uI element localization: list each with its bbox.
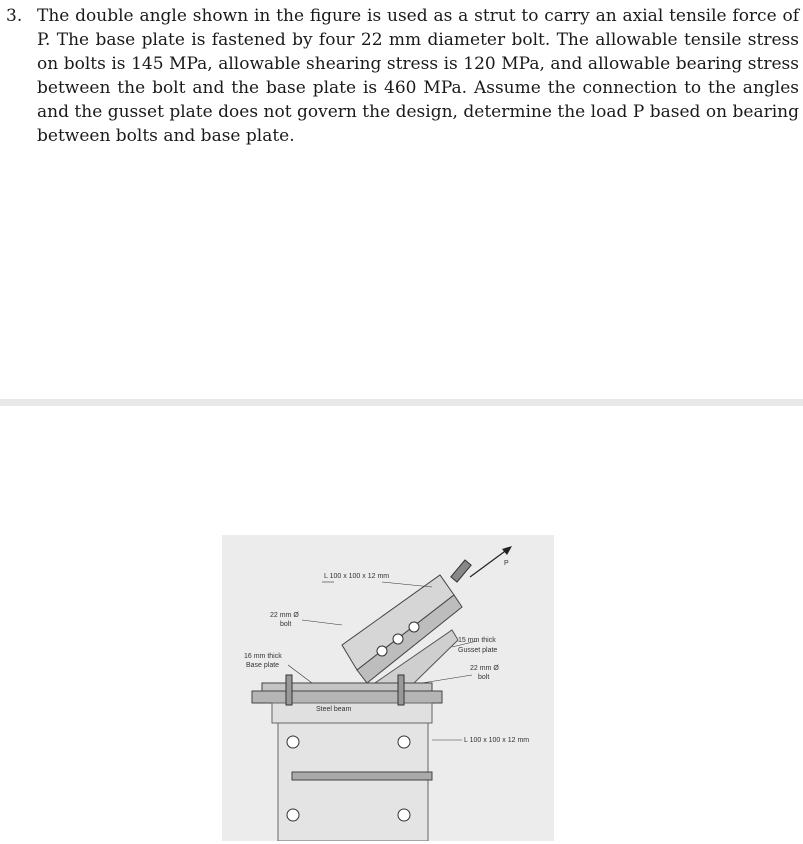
label-base-plate-2: Base plate bbox=[246, 662, 280, 669]
end-nut bbox=[451, 560, 471, 582]
plan-angle bbox=[292, 772, 432, 780]
label-base-plate-1: 16 mm thick bbox=[244, 653, 282, 660]
steel-beam-flange bbox=[252, 691, 442, 703]
strut-connection-figure bbox=[222, 535, 554, 841]
plan-bolt bbox=[398, 809, 410, 821]
angle-bolt bbox=[377, 646, 387, 656]
angle-bolt bbox=[393, 634, 403, 644]
problem-number: 3. bbox=[6, 6, 23, 26]
plan-bolt bbox=[287, 809, 299, 821]
base-bolt bbox=[398, 675, 404, 705]
steel-beam-web bbox=[272, 703, 432, 723]
label-bolt-right-2: bolt bbox=[478, 674, 490, 681]
plan-bolt bbox=[287, 736, 299, 748]
label-angle-bottom: L 100 x 100 x 12 mm bbox=[464, 737, 530, 744]
section-divider bbox=[0, 399, 803, 406]
load-arrowhead bbox=[502, 546, 512, 555]
label-bolt-right-1: 22 mm Ø bbox=[470, 665, 499, 672]
load-label: P bbox=[504, 560, 509, 567]
angle-bolt bbox=[409, 622, 419, 632]
figure-drawing bbox=[222, 535, 554, 841]
label-bolt-left-2: bolt bbox=[280, 621, 292, 628]
plan-bolt bbox=[398, 736, 410, 748]
label-gusset-2: Gusset plate bbox=[458, 647, 498, 654]
label-angle-top: L 100 x 100 x 12 mm bbox=[324, 573, 390, 580]
problem-text: The double angle shown in the figure is used as a strut to carry an axial tensile force of P. The base plate is fastened by four 22 mm diameter bolt. The allowable tensile stress on bolts is 145 MPa, allowable shearing stress is 120 MPa, and allowable bearing stress between the bolt and the base plate is 460 MPa. Assume the connection to the angles and the gusset plate does not govern the design, determine the load P based on bearing between bolts and base plate. bbox=[37, 6, 799, 146]
base-bolt bbox=[286, 675, 292, 705]
label-gusset-1: 15 mm thick bbox=[458, 637, 496, 644]
label-bolt-left-1: 22 mm Ø bbox=[270, 612, 299, 619]
label-steel-beam: Steel beam bbox=[316, 706, 352, 713]
load-arrow bbox=[470, 549, 508, 577]
